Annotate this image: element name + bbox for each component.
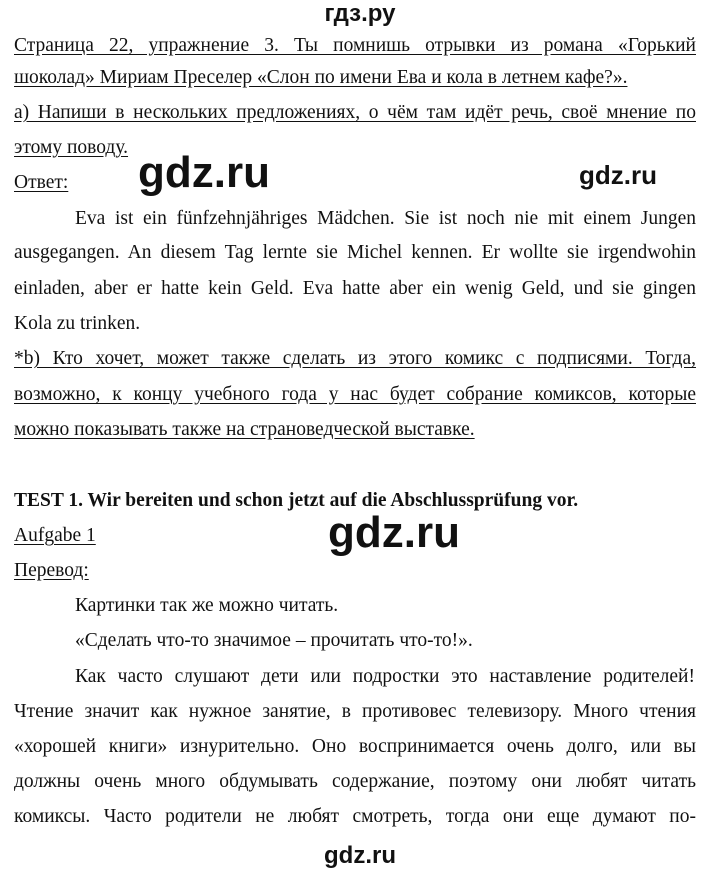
test-heading: TEST 1. Wir bereiten und schon jetzt auf die Abschlussprüfung vor.: [14, 490, 579, 511]
answer-line-1: Eva ist ein fünfzehnjähriges Mädchen. Sie ist noch nie mit einem Jungen: [75, 208, 696, 229]
task-title-line-1: Страница 22, упражнение 3. Ты помнишь отрывки из романа «Горький: [14, 35, 696, 56]
watermark-top: гдз.ру: [324, 0, 396, 27]
task-b-line-3: можно показывать также на страноведческой выставке.: [14, 419, 475, 440]
task-title-line-2: шоколад» Мириам Преселер «Слон по имени Ева и кола в летнем кафе?».: [14, 67, 628, 88]
watermark-right: gdz.ru: [579, 160, 657, 190]
task-a-line-2: этому поводу.: [14, 137, 129, 158]
watermark-center: gdz.ru: [328, 508, 460, 557]
translation-para-line-5: комиксы. Часто родители не любят смотреть, тогда они еще думают по-: [14, 806, 696, 827]
task-a-line-1: а) Напиши в нескольких предложениях, о чём там идёт речь, своё мнение по: [14, 102, 696, 123]
translation-para-line-2: Чтение значит как нужное занятие, в противовес телевизору. Много чтения: [14, 701, 696, 722]
aufgabe-label: Aufgabe 1: [14, 525, 96, 546]
answer-line-4: Kola zu trinken.: [14, 313, 141, 334]
translation-para-line-1: Как часто слушают дети или подростки это наставление родителей!: [75, 666, 695, 687]
translation-label: Перевод:: [14, 560, 89, 581]
answer-line-3: einladen, aber er hatte kein Geld. Eva hatte aber ein wenig Geld, und sie gingen: [14, 278, 696, 299]
translation-line-1: Картинки так же можно читать.: [75, 595, 339, 616]
watermark-left: gdz.ru: [138, 148, 270, 197]
translation-para-line-3: «хорошей книги» изнурительно. Оно воспринимается очень долго, или вы: [14, 736, 696, 757]
task-b-line-2: возможно, к концу учебного года у нас будет собрание комиксов, которые: [14, 384, 696, 405]
translation-para-line-4: должны очень много обдумывать содержание, поэтому они любят читать: [14, 771, 696, 792]
answer-label: Ответ:: [14, 172, 69, 193]
task-b-line-1: *b) Кто хочет, может также сделать из этого комикс с подписями. Тогда,: [14, 348, 696, 369]
watermark-bottom: gdz.ru: [324, 842, 396, 869]
answer-line-2: ausgegangen. An diesem Tag lernte sie Michel kennen. Er wollte sie irgendwohin: [14, 242, 696, 263]
translation-line-2: «Сделать что-то значимое – прочитать что-то!».: [75, 630, 473, 651]
